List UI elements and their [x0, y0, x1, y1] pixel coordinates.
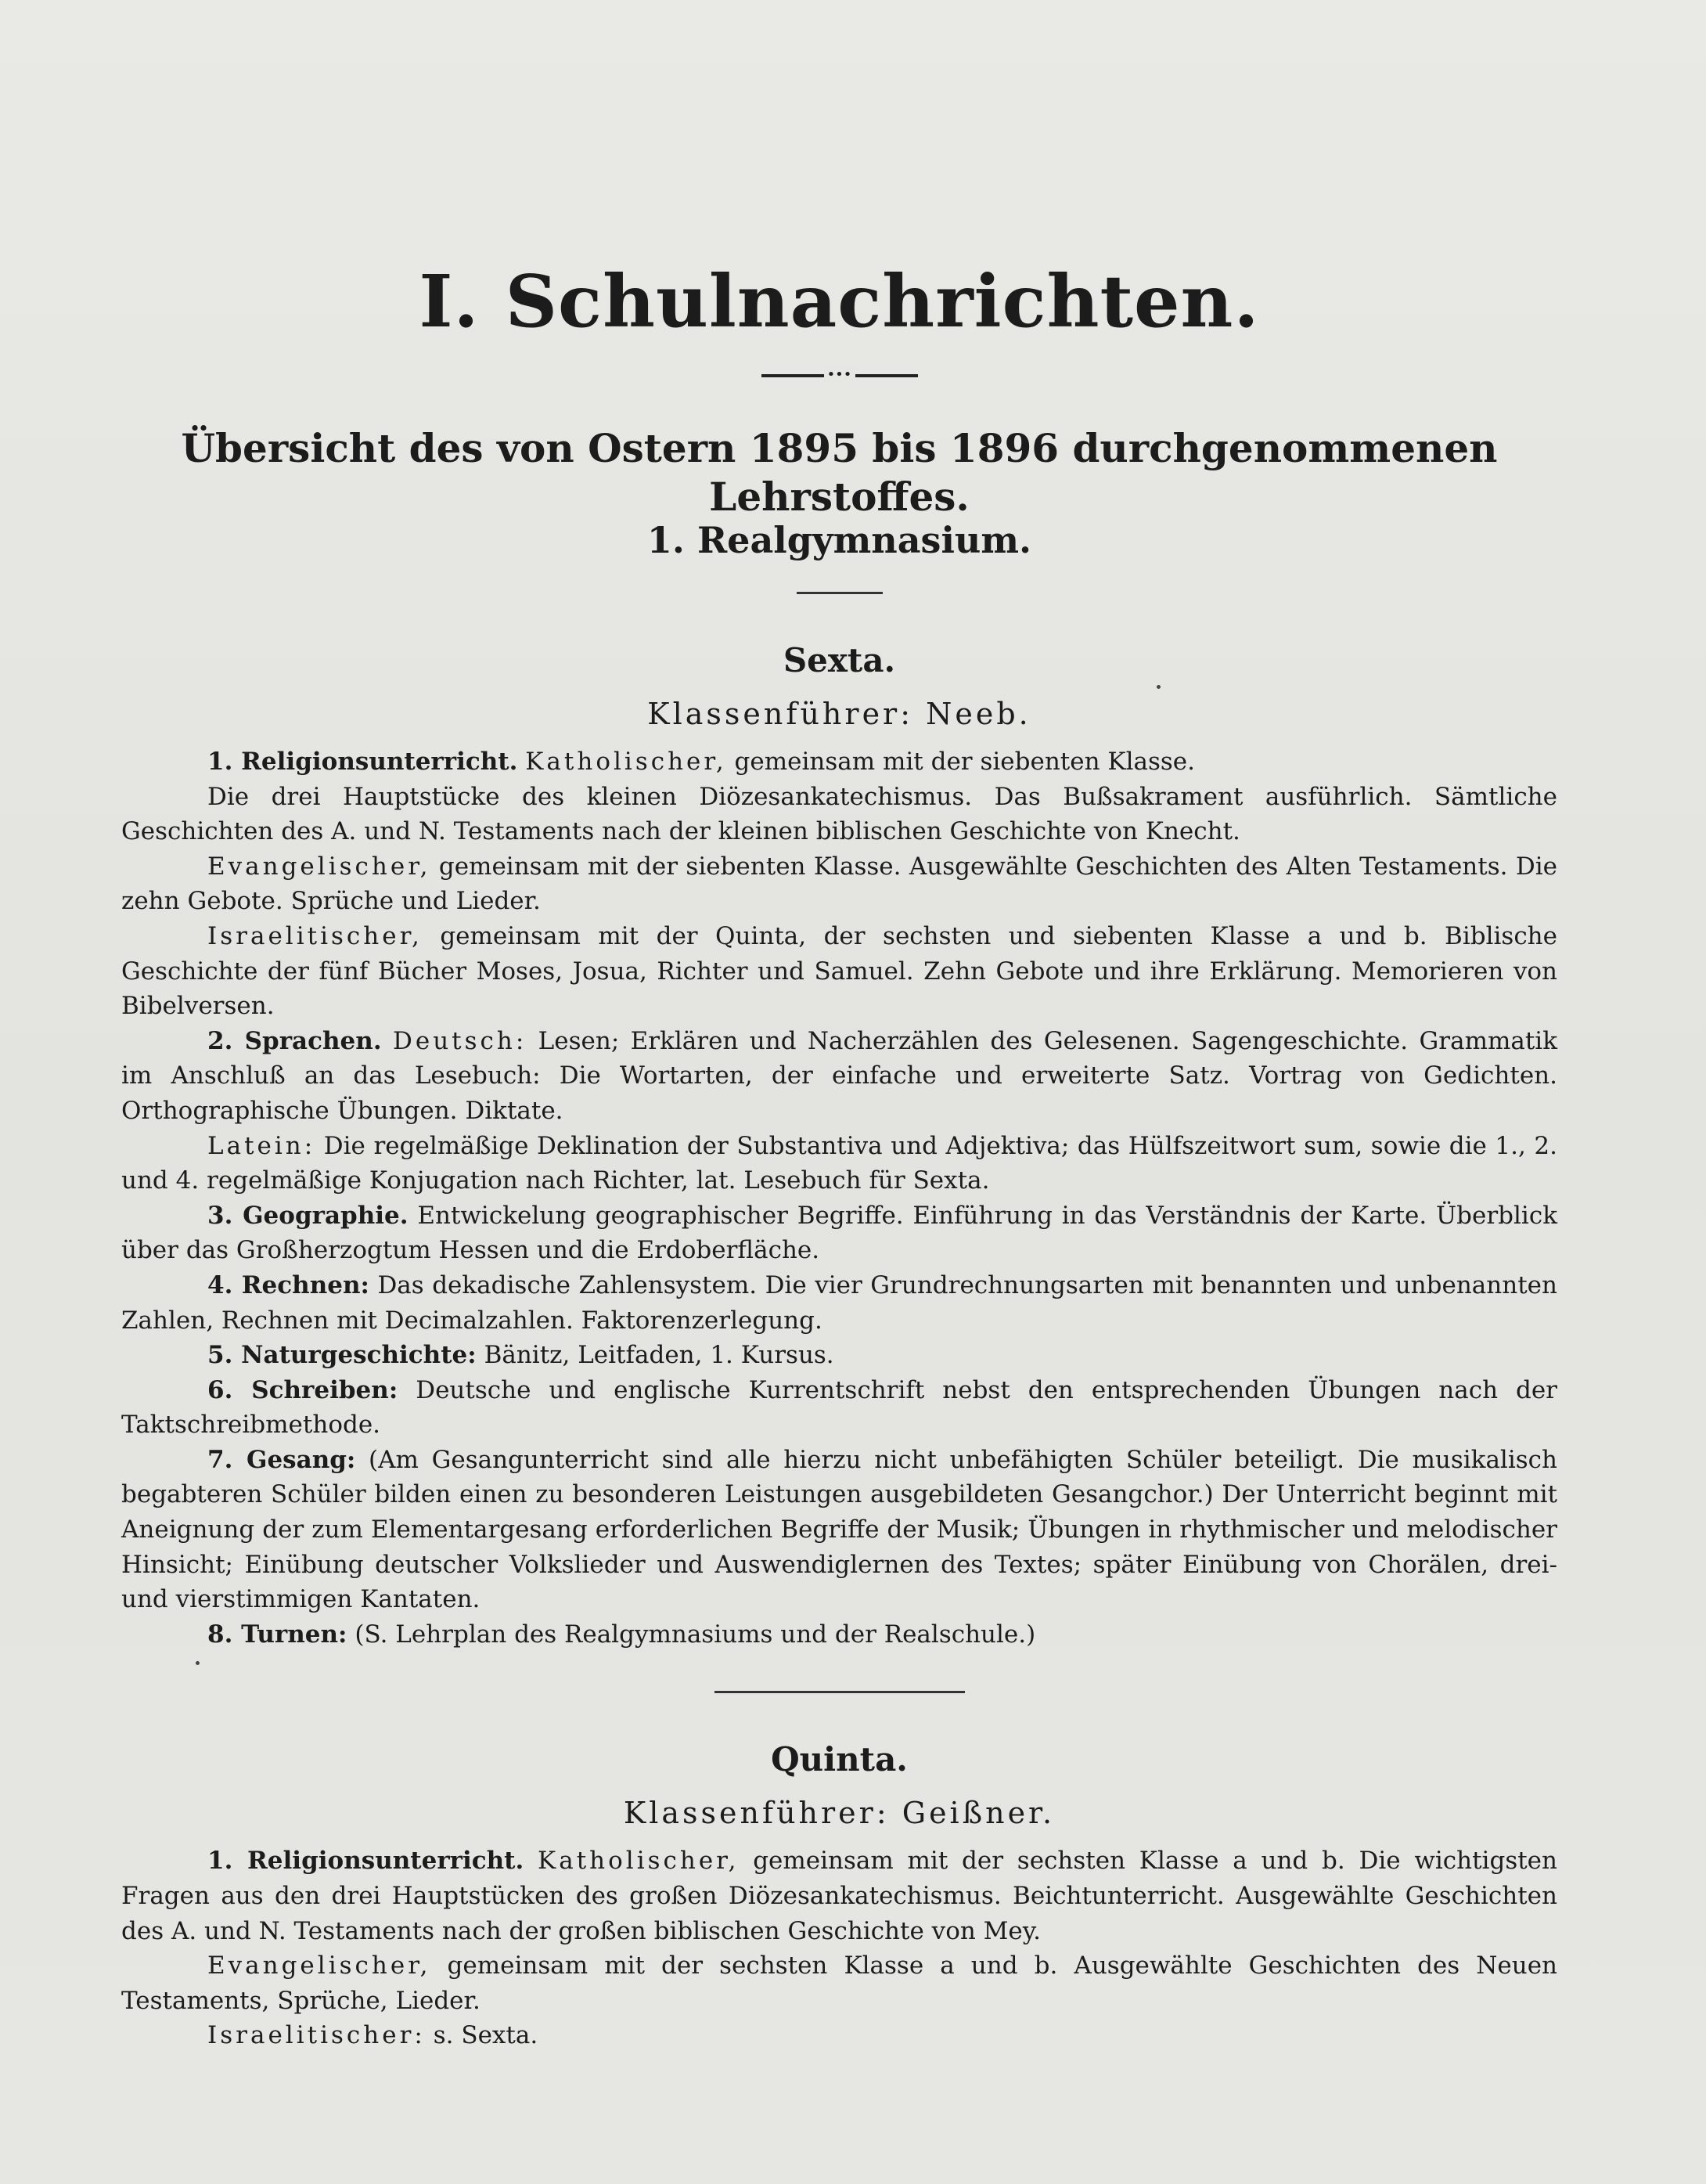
- sexta-paragraph: [121, 744, 1557, 780]
- paragraph-text: Bänitz, Leitfaden, 1. Kursus.: [476, 1341, 834, 1370]
- sexta-paragraph: [121, 1443, 1557, 1617]
- paragraph-text: Die drei Hauptstücke des kleinen Diözesankatechismus. Das Bußsakrament ausführlich. Sämtliche Geschichten des A. und N. Testaments nach der kleinen biblischen Geschichte von Knecht.: [121, 782, 1557, 846]
- section-sexta: [121, 641, 1557, 1652]
- subject-label: 1. Religionsunterricht.: [207, 1847, 524, 1876]
- paragraph-text: (Am Gesangunterricht sind alle hierzu nicht unbefähigten Schüler beteiligt. Die musikalisch begabteren Schüler bilden einen zu besonderen Leistungen ausgebildeten Gesangchor.) Der Unterricht beginnt mit Aneignung der zum Elementargesang erforderlichen Begriffe der Musik; Übungen in rhythmischer und melodischer Hinsicht; Einübung deutscher Volkslieder und Auswendiglernen des Textes; später Einübung von Chorälen, drei- und vierstimmigen Kantaten.: [121, 1445, 1557, 1614]
- class-title-quinta: Quinta.: [771, 1740, 908, 1779]
- stray-mark: [1157, 685, 1161, 689]
- sexta-paragraph: [121, 849, 1557, 919]
- spaced-term: Deutsch:: [393, 1026, 527, 1055]
- class-title-sexta: Sexta.: [783, 641, 896, 679]
- quinta-paragraph: [121, 2018, 1557, 2053]
- paragraph-text: s. Sexta.: [425, 2021, 538, 2050]
- divider-long: [714, 1691, 965, 1693]
- stray-mark: [196, 1661, 200, 1665]
- paragraph-text: gemeinsam mit der siebenten Klasse.: [726, 748, 1195, 776]
- spaced-term: Evangelischer,: [207, 1952, 431, 1980]
- sexta-paragraph: [121, 1198, 1557, 1268]
- paragraph-text: Die regelmäßige Deklination der Substantiva und Adjektiva; das Hülfszeitwort sum, sowie die 1., 2. und 4. regelmäßige Konjugation nach Richter, lat. Lesebuch für Sexta.: [121, 1131, 1557, 1195]
- quinta-paragraph: [121, 1843, 1557, 1948]
- subject-label: 1. Religionsunterricht.: [207, 748, 518, 776]
- sexta-paragraph: [121, 1268, 1557, 1338]
- section-quinta: [121, 1740, 1557, 2053]
- spaced-term: Latein:: [207, 1131, 316, 1160]
- sexta-paragraph: [121, 1024, 1557, 1129]
- class-leader-quinta: Klassenführer: Geißner.: [623, 1796, 1056, 1831]
- sexta-body: [121, 744, 1557, 1652]
- spaced-term: Katholischer,: [538, 1847, 740, 1876]
- paragraph-text: gemeinsam mit der sechsten Klasse a und b. Die wichtigsten Fragen aus den drei Hauptstücken des großen Diözesankatechismus. Beichtunterricht. Ausgewählte Geschichten des A. und N. Testaments nach der großen biblischen Geschichte von Mey.: [121, 1847, 1557, 1945]
- paragraph-text: (S. Lehrplan des Realgymnasiums und der Realschule.): [347, 1620, 1036, 1649]
- spaced-term: Katholischer,: [525, 748, 727, 776]
- subject-label: 5. Naturgeschichte:: [207, 1341, 477, 1370]
- paragraph-text: Das dekadische Zahlensystem. Die vier Grundrechnungsarten mit benannten und unbenannten Zahlen, Rechnen mit Decimalzahlen. Faktorenzerlegung.: [121, 1270, 1557, 1335]
- subject-label: 2. Sprachen.: [207, 1026, 382, 1055]
- paragraph-text: Entwickelung geographischer Begriffe. Einführung in das Verständnis der Karte. Überblick über das Großherzogtum Hessen und die Erdoberfläche.: [121, 1201, 1557, 1265]
- subject-label: 7. Gesang:: [207, 1445, 356, 1474]
- class-leader-sexta: Klassenführer: Neeb.: [647, 697, 1031, 731]
- sexta-paragraph: [121, 1617, 1557, 1652]
- spaced-term: Israelitischer,: [207, 921, 423, 950]
- school-title: 1. Realgymnasium.: [646, 519, 1032, 561]
- subject-label: 3. Geographie.: [207, 1201, 409, 1230]
- ornament-dots: •••: [824, 367, 855, 383]
- page-content: [121, 258, 1557, 2053]
- sexta-paragraph: [121, 1338, 1557, 1373]
- spaced-term: Evangelischer,: [207, 852, 431, 881]
- subject-label: 4. Rechnen:: [207, 1270, 369, 1299]
- sexta-paragraph: [121, 780, 1557, 849]
- sexta-paragraph: [121, 1129, 1557, 1198]
- sexta-paragraph: [121, 1373, 1557, 1443]
- quinta-paragraph: [121, 1948, 1557, 2018]
- paragraph-text: Lesen; Erklären und Nacherzählen des Gelesenen. Sagengeschichte. Grammatik im Anschluß an das Lesebuch: Die Wortarten, der einfache und erweiterte Satz. Vortrag von Gedichten. Orthographische Übungen. Diktate.: [121, 1026, 1557, 1125]
- quinta-body: [121, 1843, 1557, 2053]
- paragraph-text: Deutsche und englische Kurrentschrift nebst den entsprechenden Übungen nach der Taktschreibmethode.: [121, 1375, 1557, 1440]
- paragraph-text: gemeinsam mit der siebenten Klasse. Ausgewählte Geschichten des Alten Testaments. Die zehn Gebote. Sprüche und Lieder.: [121, 852, 1557, 916]
- main-title: I. Schulnachrichten.: [419, 259, 1260, 344]
- subject-label: 8. Turnen:: [207, 1620, 347, 1649]
- divider-short: [797, 592, 883, 594]
- ornament-rule: [761, 366, 918, 383]
- paragraph-text: gemeinsam mit der Quinta, der sechsten und siebenten Klasse a und b. Biblische Geschichte der fünf Bücher Moses, Josua, Richter und Samuel. Zehn Gebote und ihre Erklärung. Memorieren von Bibelversen.: [121, 921, 1557, 1021]
- paragraph-text: gemeinsam mit der sechsten Klasse a und b. Ausgewählte Geschichten des Neuen Testaments, Sprüche, Lieder.: [121, 1952, 1557, 2015]
- subtitle: Übersicht des von Ostern 1895 bis 1896 durchgenommenen Lehrstoffes.: [181, 425, 1498, 520]
- spaced-term: Israelitischer:: [207, 2021, 426, 2050]
- subject-label: 6. Schreiben:: [207, 1375, 398, 1404]
- sexta-paragraph: [121, 919, 1557, 1024]
